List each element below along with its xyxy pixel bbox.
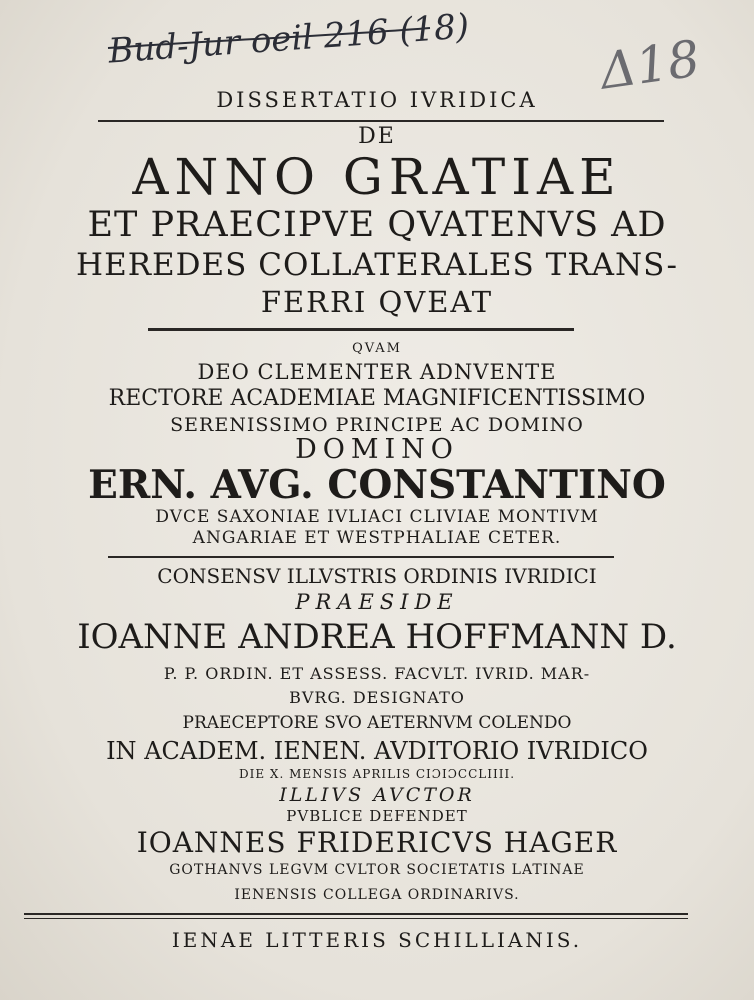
rector-line-3: SERENISSIMO PRINCIPE AC DOMINO bbox=[170, 414, 584, 436]
rector-line-1: DEO CLEMENTER ADNVENTE bbox=[197, 360, 557, 384]
rector-line-2: RECTORE ACADEMIAE MAGNIFICENTISSIMO bbox=[108, 386, 646, 411]
rector-name: ERN. AVG. CONSTANTINO bbox=[88, 462, 666, 508]
praeside: PRAESIDE bbox=[295, 590, 459, 614]
author-name: IOANNES FRIDERICVS HAGER bbox=[136, 826, 618, 859]
imprint: IENAE LITTERIS SCHILLIANIS. bbox=[171, 928, 583, 952]
rector-titles-1: DVCE SAXONIAE IVLIACI CLIVIAE MONTIVM bbox=[155, 507, 599, 527]
author-line-1: GOTHANVS LEGVM CVLTOR SOCIETATIS LATINAE bbox=[169, 862, 585, 878]
pencil-mark: Δ18 bbox=[596, 29, 704, 101]
title-rule bbox=[148, 328, 574, 331]
praeses-line-2: BVRG. DESIGNATO bbox=[289, 688, 465, 707]
title-line-4: FERRI QVEAT bbox=[260, 285, 494, 319]
praeses-line-3: PRAECEPTORE SVO AETERNVM COLENDO bbox=[182, 713, 572, 733]
illius-auctor: ILLIVS AVCTOR bbox=[279, 784, 475, 806]
praeses-line-1: P. P. ORDIN. ET ASSESS. FACVLT. IVRID. MAR- bbox=[163, 664, 591, 683]
rector-titles-2: ANGARIAE ET WESTPHALIAE CETER. bbox=[192, 528, 562, 548]
title-line-1: ANNO GRATIAE bbox=[132, 148, 622, 206]
venue: IN ACADEM. IENEN. AVDITORIO IVRIDICO bbox=[106, 737, 648, 765]
date: DIE X. MENSIS APRILIS CIƆIƆCCLIIII. bbox=[238, 767, 516, 781]
author-line-2: IENENSIS COLLEGA ORDINARIVS. bbox=[234, 887, 520, 903]
middle-rule bbox=[108, 556, 614, 558]
consensus: CONSENSV ILLVSTRIS ORDINIS IVRIDICI bbox=[157, 564, 597, 588]
kicker: DISSERTATIO IVRIDICA bbox=[216, 88, 538, 112]
praeses-name: IOANNE ANDREA HOFFMANN D. bbox=[77, 617, 677, 657]
imprint-rule-thin bbox=[24, 918, 688, 919]
publice-defendet: PVBLICE DEFENDET bbox=[286, 807, 468, 825]
qvam: QVAM bbox=[352, 341, 402, 356]
handwritten-shelfmark: Bud-Jur oeil 216 (18) bbox=[107, 6, 471, 72]
rector-line-4: DOMINO bbox=[295, 434, 459, 465]
de-line: DE bbox=[358, 124, 396, 149]
imprint-rule-top bbox=[24, 913, 688, 915]
top-rule bbox=[98, 120, 664, 122]
title-line-3: HEREDES COLLATERALES TRANS- bbox=[76, 247, 678, 283]
title-line-2: ET PRAECIPVE QVATENVS AD bbox=[87, 205, 667, 245]
